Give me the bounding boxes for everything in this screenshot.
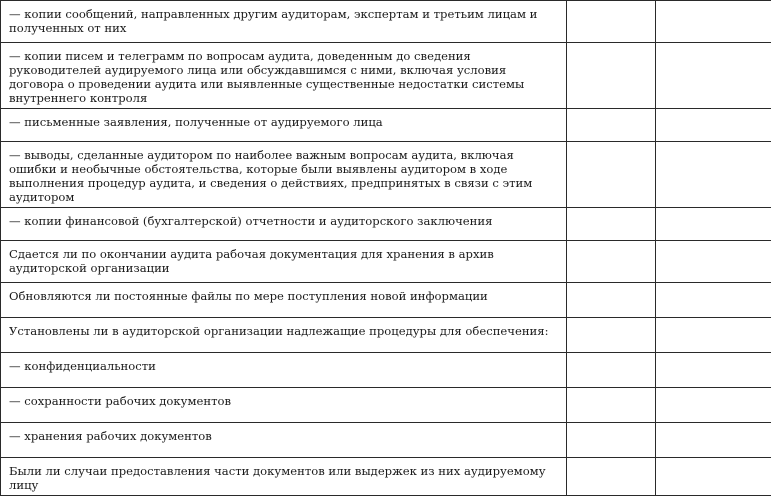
question-text: Установлены ли в аудиторской организации надлежащие процедуры для обеспечения: (9, 324, 560, 338)
comment-cell[interactable] (656, 388, 771, 423)
question-text: — копии писем и телеграмм по вопросам аудита, доведенным до сведения руководителей аудируемого лица или обсуждавшимся с ними, включая условия договора о проведении аудита или выявленные существенные недостатки системы внутреннего контроля (9, 49, 560, 105)
answer-cell[interactable] (567, 1, 656, 43)
table-row (1, 241, 771, 283)
table-row (1, 109, 771, 142)
table-row (1, 318, 771, 353)
table-row (1, 283, 771, 318)
answer-cell[interactable] (567, 109, 656, 142)
answer-cell[interactable] (567, 43, 656, 109)
question-cell (1, 109, 567, 142)
question-cell (1, 283, 567, 318)
table-row (1, 388, 771, 423)
question-text: — копии сообщений, направленных другим аудиторам, экспертам и третьим лицам и полученных от них (9, 7, 560, 35)
table-row (1, 423, 771, 458)
question-cell (1, 318, 567, 353)
table-row (1, 353, 771, 388)
answer-cell[interactable] (567, 423, 656, 458)
question-cell (1, 241, 567, 283)
answer-cell[interactable] (567, 353, 656, 388)
comment-cell[interactable] (656, 283, 771, 318)
question-text: Сдается ли по окончании аудита рабочая документация для хранения в архив аудиторской организации (9, 247, 560, 275)
comment-cell[interactable] (656, 458, 771, 496)
answer-cell[interactable] (567, 458, 656, 496)
answer-cell[interactable] (567, 283, 656, 318)
question-cell (1, 458, 567, 496)
table-row (1, 43, 771, 109)
question-text: — письменные заявления, полученные от аудируемого лица (9, 115, 560, 129)
question-text: Были ли случаи предоставления части документов или выдержек из них аудируемому лицу (9, 464, 560, 492)
table-row (1, 458, 771, 496)
question-cell (1, 1, 567, 43)
comment-cell[interactable] (656, 318, 771, 353)
table-row (1, 1, 771, 43)
question-cell (1, 388, 567, 423)
question-cell (1, 353, 567, 388)
comment-cell[interactable] (656, 109, 771, 142)
comment-cell[interactable] (656, 353, 771, 388)
comment-cell[interactable] (656, 142, 771, 208)
comment-cell[interactable] (656, 1, 771, 43)
table-row (1, 208, 771, 241)
answer-cell[interactable] (567, 142, 656, 208)
comment-cell[interactable] (656, 43, 771, 109)
comment-cell[interactable] (656, 241, 771, 283)
table-row (1, 142, 771, 208)
question-text: — хранения рабочих документов (9, 429, 560, 443)
question-text: — конфиденциальности (9, 359, 560, 373)
answer-cell[interactable] (567, 388, 656, 423)
question-text: — выводы, сделанные аудитором по наиболее важным вопросам аудита, включая ошибки и необычные обстоятельства, которые были выявлены аудитором в ходе выполнения процедур аудита, и сведения о действиях, предпринятых в связи с этим аудитором (9, 148, 560, 204)
question-cell (1, 43, 567, 109)
comment-cell[interactable] (656, 423, 771, 458)
answer-cell[interactable] (567, 208, 656, 241)
comment-cell[interactable] (656, 208, 771, 241)
question-cell (1, 142, 567, 208)
question-cell (1, 208, 567, 241)
question-text: Обновляются ли постоянные файлы по мере поступления новой информации (9, 289, 560, 303)
answer-cell[interactable] (567, 318, 656, 353)
question-text: — копии финансовой (бухгалтерской) отчетности и аудиторского заключения (9, 214, 560, 228)
question-text: — сохранности рабочих документов (9, 394, 560, 408)
question-cell (1, 423, 567, 458)
answer-cell[interactable] (567, 241, 656, 283)
